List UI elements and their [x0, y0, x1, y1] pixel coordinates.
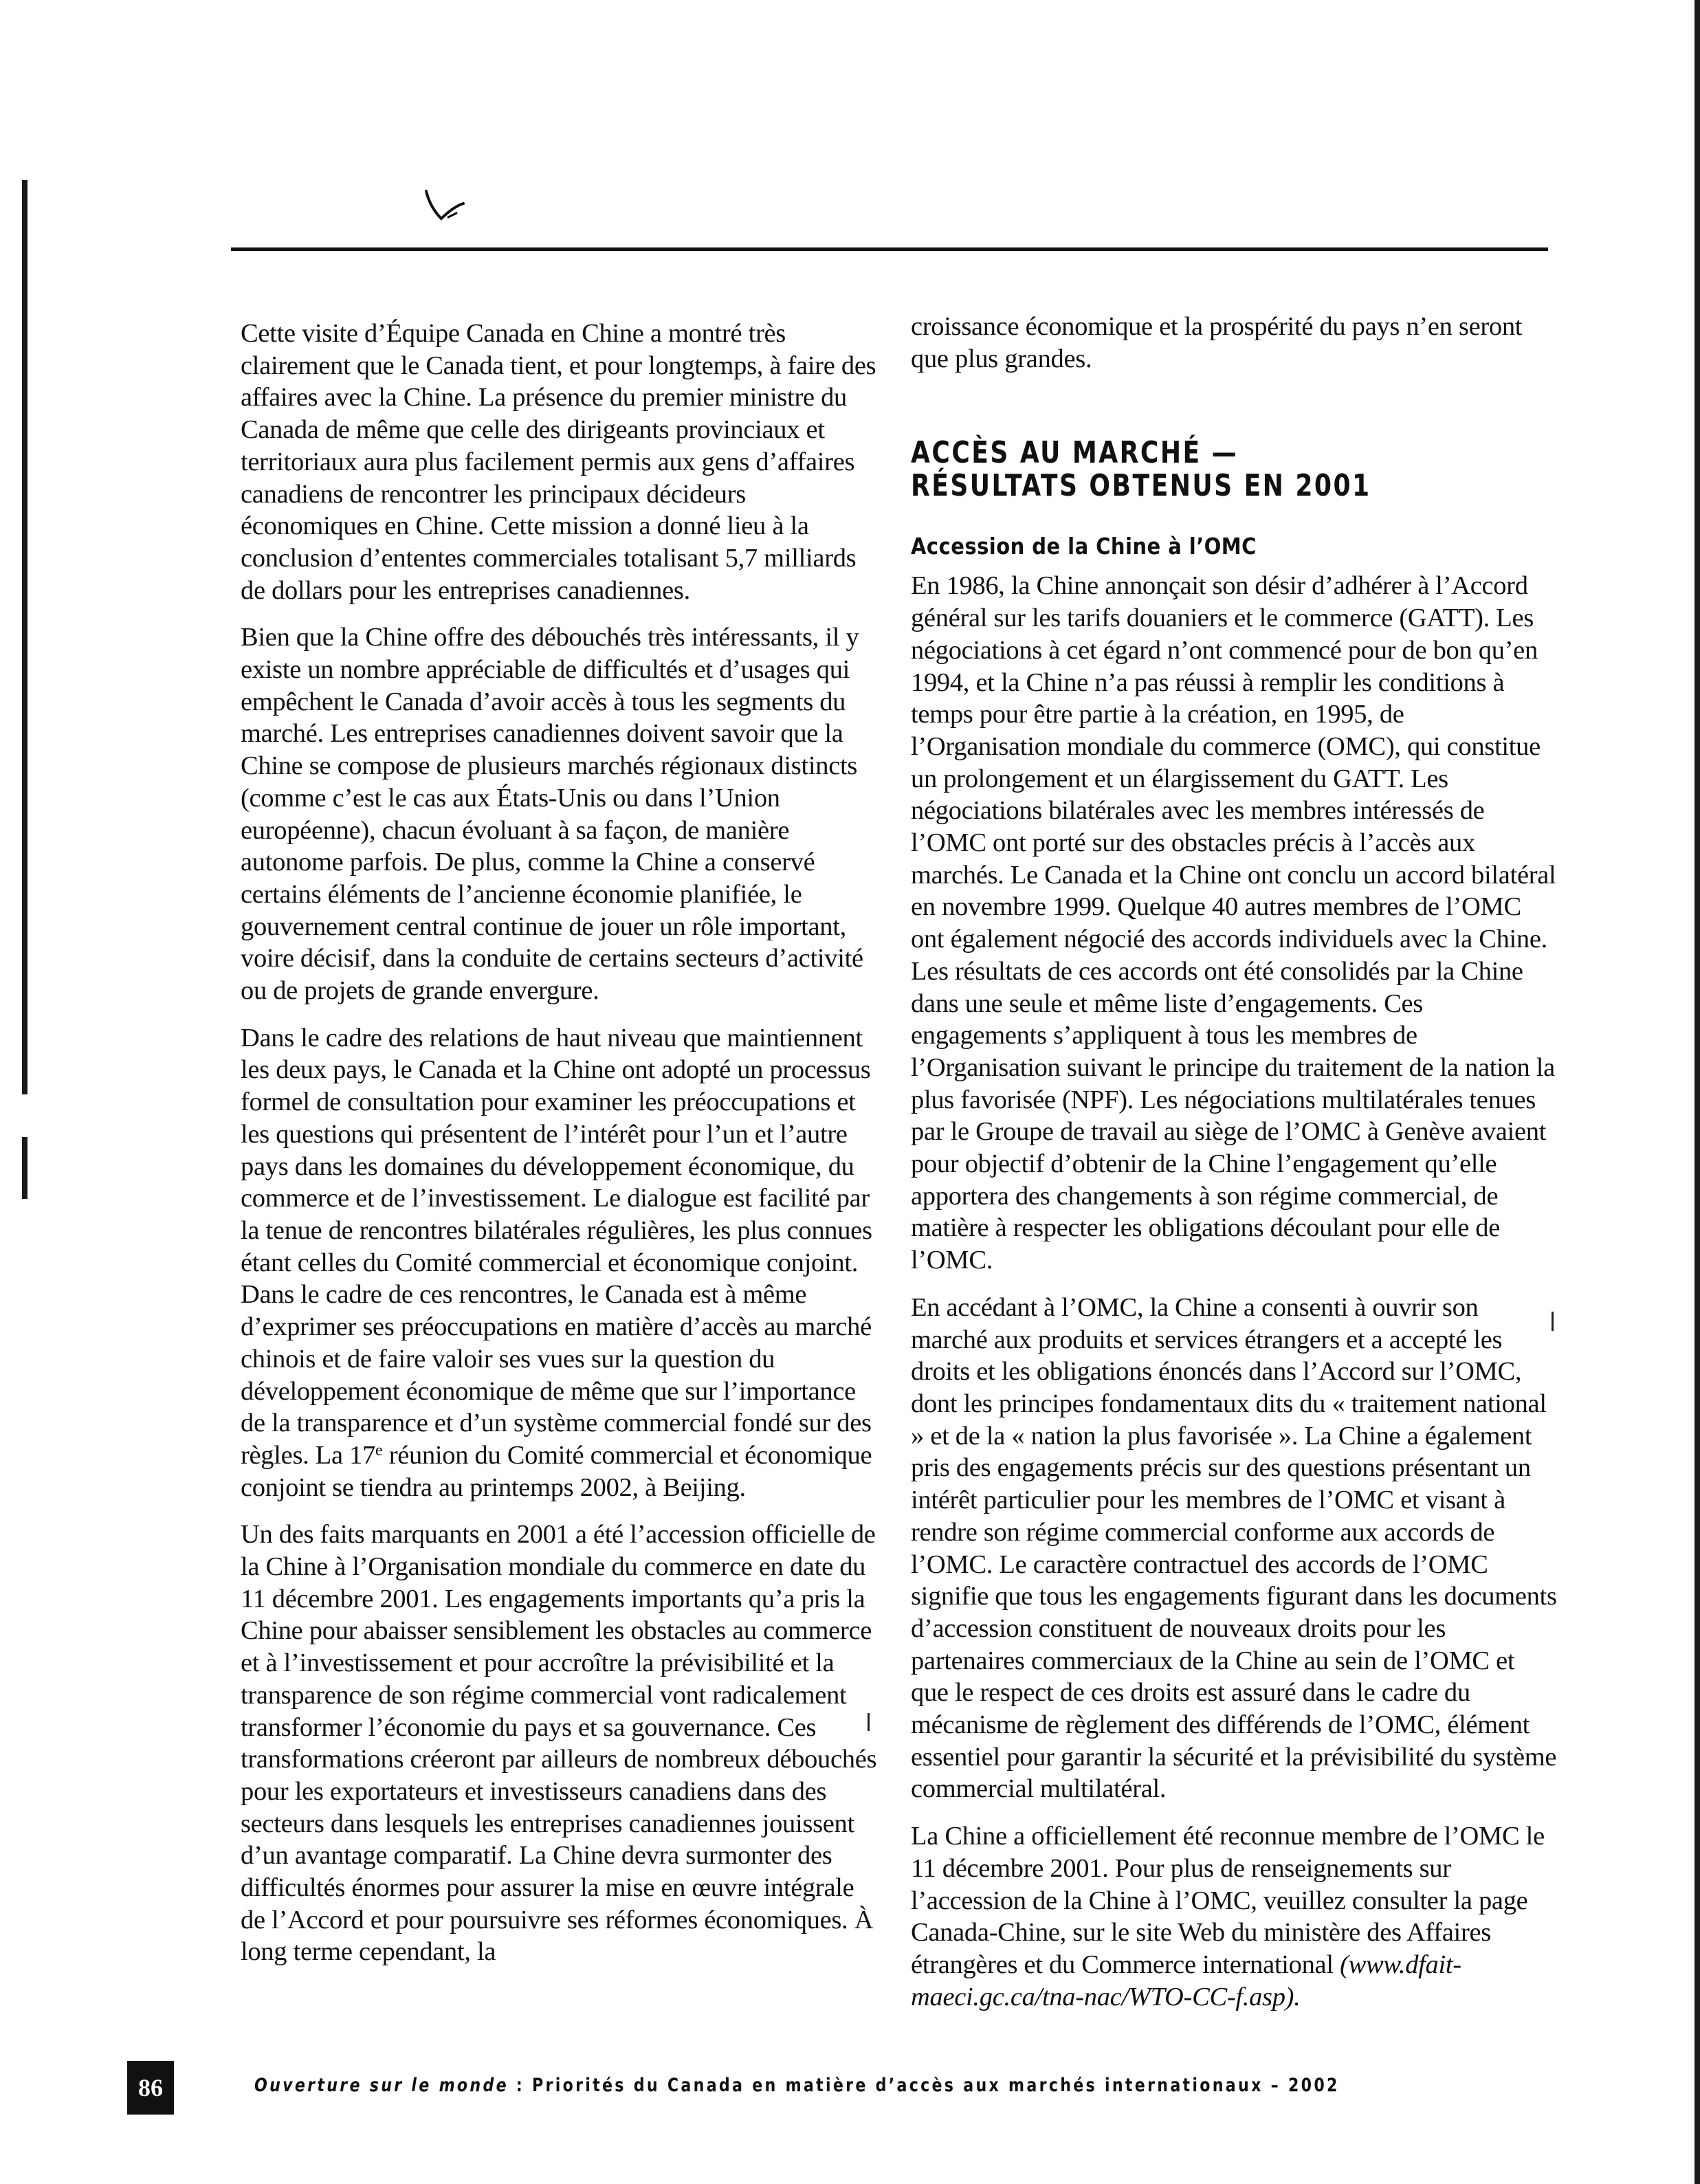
title-separator: :	[508, 2075, 533, 2096]
paragraph-wto-commitments: En accédant à l’OMC, la Chine a consenti à ouvrir son marché aux produits et services étrangers et a accepté les droits et les obligations énoncés dans l’Accord sur l’OMC, dont les principes fondamentaux dits du « traitement national » et de la « nation la plus favorisée ». La Chine a également pris des engagements précis sur des questions présentant un intérêt particulier pour les membres de l’OMC et visant à rendre son régime commercial conforme aux accords de l’OMC. Le caractère contractuel des accords de l’OMC signifie que tous les engagements figurant dans les documents d’accession constituent de nouveaux droits pour les partenaires commerciaux de la Chine au sein de l’OMC et que le respect de ces droits est assuré dans le cadre du mécanisme de règlement des différends de l’OMC, élément essentiel pour garantir la sécurité et la prévisibilité du système commercial multilatéral.	[911, 1292, 1557, 1804]
sub-heading: Accession de la Chine à l’OMC	[911, 533, 1257, 560]
paragraph-continuation: croissance économique et la prospérité du pays n’en seront que plus grandes.	[911, 312, 1523, 373]
paragraph-consultation	[241, 1022, 880, 1504]
page-number: 86	[127, 2061, 174, 2115]
section-heading-line: RÉSULTATS OBTENUS EN 2001	[911, 468, 1371, 504]
footer-title	[254, 2075, 1340, 2096]
paragraph-text: La Chine a officiellement été reconnue membre de l’OMC le 11 décembre 2001. Pour plus de renseignements sur l’accession de la Chine à l’OMC, veuillez consulter la page Canada-Chine, sur le site Web du ministère des Affaires étrangères et du Commerce international	[911, 1822, 1545, 1979]
paragraph-more-info	[911, 1820, 1557, 2013]
section-heading	[911, 437, 1531, 503]
superscript: e	[375, 1441, 383, 1459]
handwritten-check-mark	[421, 186, 469, 234]
website-link[interactable]: (www.dfait-maeci.gc.ca/tna-nac/WTO-CC-f.asp).	[911, 1950, 1461, 2011]
scan-margin-mark	[22, 1137, 27, 1199]
paragraph-gatt-history: En 1986, la Chine annonçait son désir d’adhérer à l’Accord général sur les tarifs douaniers et le commerce (GATT). Les négociations à cet égard n’ont commencé pour de bon qu’en 1994, et la Chine n’a pas réussi à remplir les conditions à temps pour être partie à la création, en 1995, de l’Organisation mondiale du commerce (OMC), qui constitue un prolongement et un élargissement du GATT. Les négociations bilatérales avec les membres intéressés de l’OMC ont porté sur des obstacles précis à l’accès aux marchés. Le Canada et la Chine ont conclu un accord bilatéral en novembre 1999. Quelque 40 autres membres de l’OMC ont également négocié des accords individuels avec la Chine. Les résultats de ces accords ont été consolidés par la Chine dans une seule et même liste d’engagements. Ces engagements s’appliquent à tous les membres de l’Organisation suivant le principe du traitement de la nation la plus favorisée (NPF). Les négociations multilatérales tenues par le Groupe de travail au siège de l’OMC à Genève avaient pour objectif d’obtenir de la Chine l’engagement qu’elle apportera des changements à son régime commercial, de matière à respecter les obligations découlant pour elle de l’OMC.	[911, 571, 1556, 1275]
paragraph-team-canada: Cette visite d’Équipe Canada en Chine a montré très clairement que le Canada tient, et pour longtemps, à faire des affaires avec la Chine. La présence du premier ministre du Canada de même que celle des dirigeants provinciaux et territoriaux aura plus facilement permis aux gens d’affaires canadiens de rencontrer les principaux décideurs économiques en Chine. Cette mission a donné lieu à la conclusion d’ententes commerciales totalisant 5,7 milliards de dollars pour les entreprises canadiennes.	[241, 319, 876, 605]
paragraph-market-challenges: Bien que la Chine offre des débouchés très intéressants, il y existe un nombre appréciable de difficultés et d’usages qui empêchent le Canada d’avoir accès à tous les segments du marché. Les entreprises canadiennes doivent savoir que la Chine se compose de plusieurs marchés régionaux distincts (comme c’est le cas aux États-Unis ou dans l’Union européenne), chacun évoluant à sa façon, de manière autonome parfois. De plus, comme la Chine a conservé certains éléments de l’ancienne économie planifiée, le gouvernement central continue de jouer un rôle important, voire décisif, dans la conduite de certains secteurs d’activité ou de projets de grande envergure.	[241, 623, 863, 1006]
scan-margin-mark	[22, 180, 27, 1094]
publication-subtitle: Priorités du Canada en matière d’accès aux marchés internationaux – 2002	[532, 2075, 1340, 2096]
paragraph-wto-accession-2001: Un des faits marquants en 2001 a été l’accession officielle de la Chine à l’Organisation mondiale du commerce en date du 11 décembre 2001. Les engagements importants qu’a pris la Chine pour abaisser sensiblement les obstacles au commerce et à l’investissement et pour accroître la prévisibilité et la transparence de son régime commercial vont radicalement transformer l’économie du pays et sa gouvernance. Ces transformations créeront par ailleurs de nombreux débouchés pour les exportateurs et investisseurs canadiens dans des secteurs dans lesquels les entreprises canadiennes jouissent d’un avantage comparatif. La Chine devra surmonter des difficultés énormes pour assurer la mise en œuvre intégrale de l’Accord et pour poursuivre ses réformes économiques. À long terme cependant, la	[241, 1520, 877, 1967]
section-heading-line: ACCÈS AU MARCHÉ —	[911, 435, 1239, 471]
paragraph-text: réunion du Comité commercial et économique conjoint se tiendra au printemps 2002, à Beijing.	[241, 1440, 872, 1502]
paragraph-text: Dans le cadre des relations de haut niveau que maintiennent les deux pays, le Canada et la Chine ont adopté un processus formel de consultation pour examiner les préoccupations et les questions qui présentent de l’intérêt pour l’un et l’autre pays dans les domaines du développement économique, du commerce et de l’investissement. Le dialogue est facilité par la tenue de rencontres bilatérales régulières, les plus connues étant celles du Comité commercial et économique conjoint. Dans le cadre de ces rencontres, le Canada est à même d’exprimer ses préoccupations en matière d’accès au marché chinois et de faire valoir ses vues sur la question du développement économique de même que sur l’importance de la transparence et d’un système commercial fondé sur des règles. La 17	[241, 1023, 872, 1470]
left-column	[241, 318, 880, 1983]
right-column	[911, 311, 1557, 2028]
header-rule	[231, 247, 1548, 251]
scan-edge	[1695, 0, 1700, 2184]
page-footer	[127, 2061, 1571, 2116]
publication-title: Ouverture sur le monde	[254, 2075, 509, 2096]
